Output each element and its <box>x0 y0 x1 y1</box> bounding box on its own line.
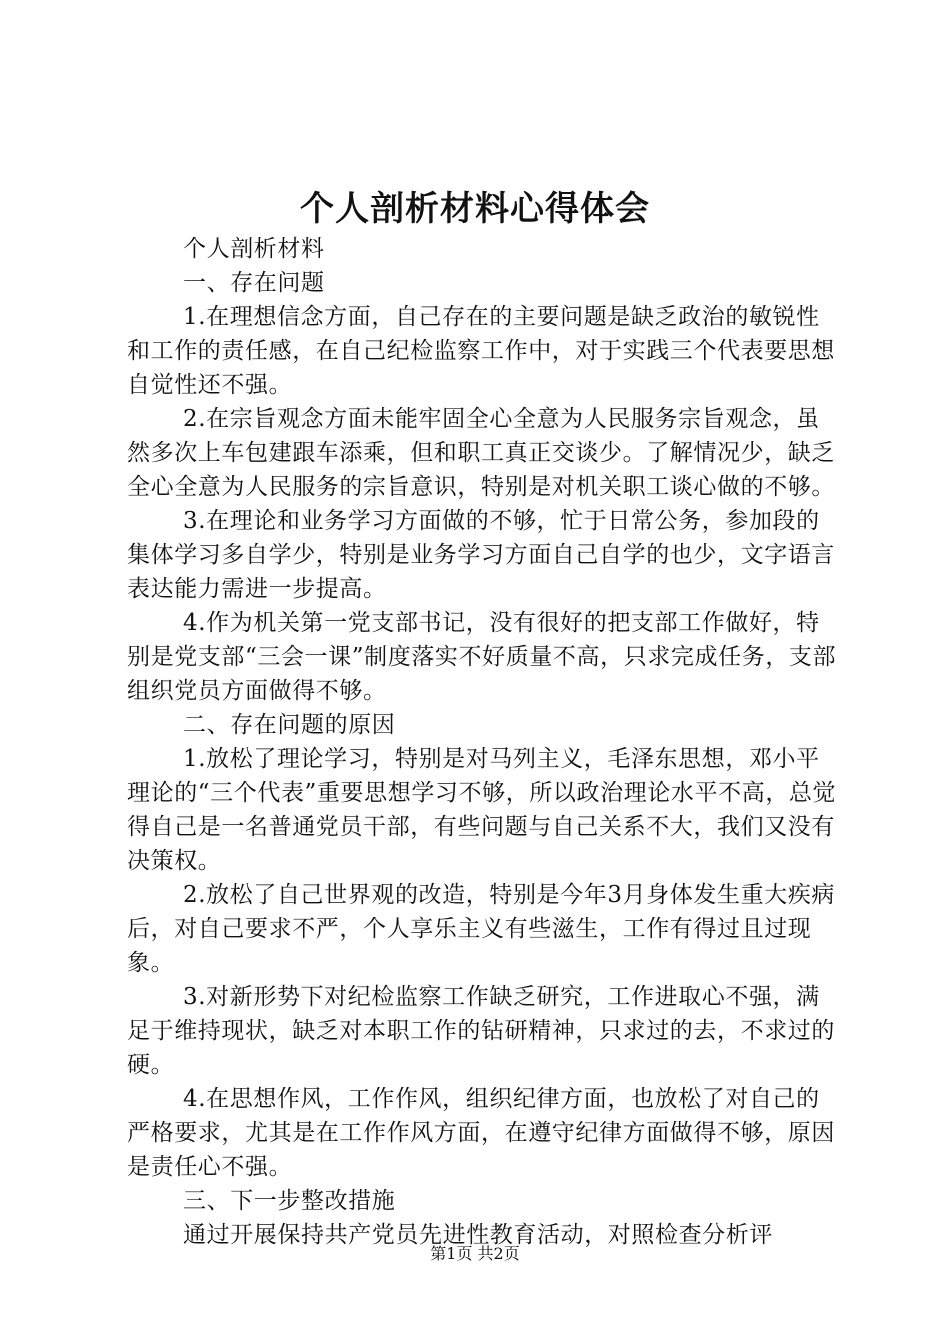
document-body <box>127 232 843 1252</box>
section-heading: 三、下一步整改措施 <box>183 1188 396 1214</box>
document-title: 个人剖析材料心得体会 <box>300 189 650 229</box>
paragraph: 1.放松了理论学习，特别是对马列主义，毛泽东思想，邓小平理论的“三个代表”重要思想学习不够，所以政治理论水平不高，总觉得自己是一名普通党员干部，有些问题与自己关系不大，我们又没有决策权。 <box>127 746 837 874</box>
paragraph: 个人剖析材料 <box>183 236 325 262</box>
paragraph: 2.在宗旨观念方面未能牢固全心全意为人民服务宗旨观念，虽然多次上车包建跟车添乘，但和职工真正交谈少。了解情况少，缺乏全心全意为人民服务的宗旨意识，特别是对机关职工谈心做的不够。 <box>127 406 835 500</box>
paragraph: 1.在理想信念方面，自己存在的主要问题是缺乏政治的敏锐性和工作的责任感，在自己纪检监察工作中，对于实践三个代表要思想自觉性还不强。 <box>127 304 835 398</box>
paragraph: 2.放松了自己世界观的改造，特别是今年3月身体发生重大疾病后，对自己要求不严，个人享乐主义有些滋生，工作有得过且过现象。 <box>127 882 835 976</box>
paragraph: 4.作为机关第一党支部书记，没有很好的把支部工作做好，特别是党支部“三会一课”制度落实不好质量不高，只求完成任务，支部组织党员方面做得不够。 <box>127 610 837 704</box>
paragraph: 通过开展保持共产党员先进性教育活动，对照检查分析评 <box>183 1222 773 1248</box>
section-heading: 一、存在问题 <box>183 270 325 296</box>
section-heading: 二、存在问题的原因 <box>183 712 396 738</box>
page-number-footer: 第1页 共2页 <box>430 1244 520 1263</box>
paragraph: 3.在理论和业务学习方面做的不够，忙于日常公务，参加段的集体学习多自学少，特别是业务学习方面自己自学的也少，文字语言表达能力需进一步提高。 <box>127 508 835 602</box>
paragraph: 3.对新形势下对纪检监察工作缺乏研究，工作进取心不强，满足于维持现状，缺乏对本职工作的钻研精神，只求过的去，不求过的硬。 <box>127 984 835 1078</box>
paragraph: 4.在思想作风，工作作风，组织纪律方面，也放松了对自己的严格要求，尤其是在工作作风方面，在遵守纪律方面做得不够，原因是责任心不强。 <box>127 1086 835 1180</box>
